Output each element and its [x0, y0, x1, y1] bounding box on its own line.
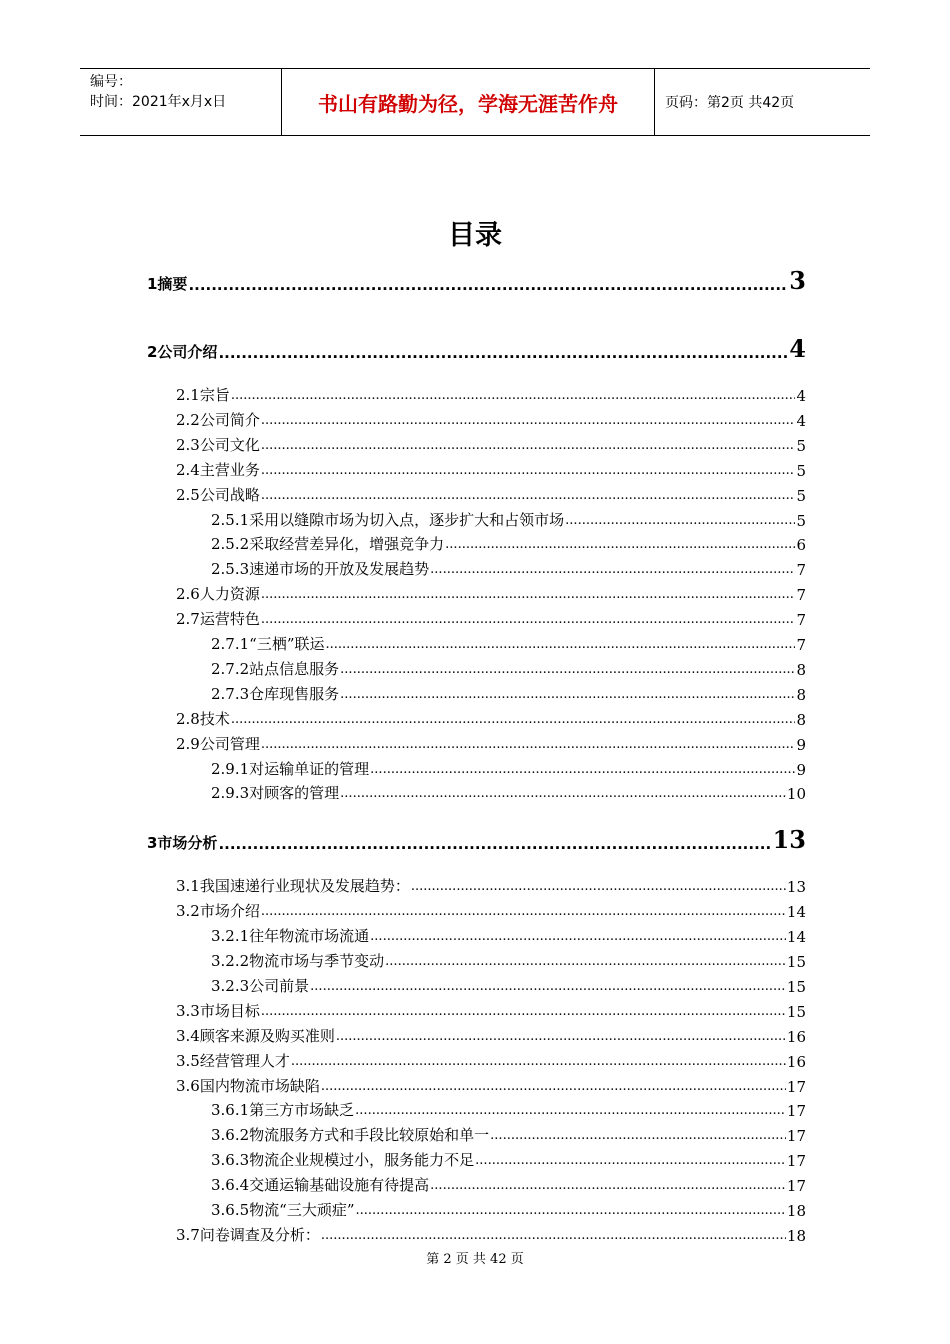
toc-dot-leader: [261, 437, 796, 455]
toc-entry-page: 4: [796, 387, 806, 405]
toc-entry[interactable]: [211, 1098, 806, 1120]
toc-entry[interactable]: [176, 483, 806, 505]
toc-entry-label: 3.6.1第三方市场缺乏: [211, 1101, 355, 1120]
toc-entry-label: 3.4顾客来源及购买准则: [176, 1026, 335, 1045]
toc-entry[interactable]: [147, 334, 806, 362]
toc-entry-page: 13: [772, 825, 806, 854]
toc-entry-page: 9: [796, 760, 806, 779]
toc-dot-leader: [218, 344, 788, 362]
toc-entry-page: 7: [796, 586, 806, 605]
toc-dot-leader: [261, 586, 796, 604]
toc-dot-leader: [188, 276, 788, 294]
toc-dot-leader: [385, 953, 786, 971]
toc-entry-page: 18: [786, 1202, 806, 1220]
toc-dot-leader: [261, 736, 796, 754]
toc-entry-label: 3.3市场目标: [176, 1001, 260, 1020]
toc-entry[interactable]: [211, 632, 806, 654]
toc-entry-label: 2.7.3仓库现售服务: [211, 684, 340, 703]
toc-entry-label: 2.4主营业务: [176, 460, 260, 479]
header-page-info: 页码：第2页 共42页: [665, 95, 795, 111]
toc-entry-page: 7: [796, 611, 806, 630]
toc-entry-page: 17: [786, 1152, 806, 1171]
toc-entry-label: 2.9.1对运输单证的管理: [211, 759, 370, 778]
toc-entry-label: 3.6.2物流服务方式和手段比较原始和单一: [211, 1126, 490, 1145]
toc-entry-label: 2.6人力资源: [176, 585, 260, 604]
toc-dot-leader: [475, 1152, 786, 1170]
toc-entry[interactable]: [176, 582, 806, 604]
toc-entry-page: 17: [786, 1077, 806, 1096]
toc-entry[interactable]: [176, 899, 806, 921]
toc-entry-label: 2.7.1“三栖”联运: [211, 635, 325, 653]
toc-dot-leader: [370, 761, 795, 779]
toc-entry[interactable]: [211, 1123, 806, 1145]
toc-dot-leader: [321, 1078, 786, 1096]
toc-entry-label: 2.5公司战略: [176, 485, 260, 504]
toc-entry[interactable]: [211, 557, 806, 579]
toc-entry-label: 3.1我国速递行业现状及发展趋势：: [176, 877, 410, 896]
toc-dot-leader: [291, 1053, 786, 1071]
toc-entry-label: 3.7问卷调查及分析：: [176, 1225, 320, 1244]
toc-entry-label: 2.5.3速递市场的开放及发展趋势: [211, 560, 430, 579]
toc-dot-leader: [218, 835, 771, 853]
toc-entry[interactable]: [211, 949, 806, 971]
toc-entry[interactable]: [176, 408, 806, 430]
header-motto: 书山有路勤为径，学海无涯苦作舟: [282, 69, 655, 135]
toc-dot-leader: [321, 1227, 786, 1245]
toc-dot-leader: [231, 711, 796, 729]
toc-entry-page: 14: [786, 903, 806, 922]
toc-entry[interactable]: [176, 1223, 806, 1245]
toc-dot-leader: [261, 903, 786, 921]
toc-entry-page: 5: [796, 486, 806, 505]
toc-entry[interactable]: [211, 757, 806, 779]
header-time-label: 时间：2021年x月x日: [90, 94, 227, 110]
toc-dot-leader: [261, 487, 796, 505]
toc-entry-page: 16: [786, 1027, 806, 1046]
toc-entry-label: 3.2.2物流市场与季节变动: [211, 952, 385, 970]
toc-entry[interactable]: [176, 458, 806, 480]
toc-entry-label: 3.2.3公司前景: [211, 976, 310, 995]
toc-entry-label: 3.5经营管理人才: [176, 1051, 290, 1070]
toc-entry[interactable]: [211, 781, 806, 803]
toc-dot-leader: [261, 462, 796, 480]
toc-entry[interactable]: [176, 607, 806, 629]
toc-entry[interactable]: [211, 508, 806, 530]
toc-entry-label: 2.5.1采用以缝隙市场为切入点，逐步扩大和占领市场: [211, 510, 565, 529]
toc-dot-leader: [340, 686, 795, 704]
toc-entry-page: 15: [786, 1002, 806, 1021]
toc-dot-leader: [340, 661, 795, 679]
toc-entry-label: 2.9公司管理: [176, 734, 260, 753]
toc-entry-label: 3市场分析: [147, 834, 218, 853]
toc-entry[interactable]: [211, 682, 806, 704]
toc-entry-page: 8: [796, 660, 806, 679]
toc-dot-leader: [310, 978, 786, 996]
toc-entry-page: 8: [796, 710, 806, 729]
toc-dot-leader: [565, 512, 795, 530]
toc-dot-leader: [231, 387, 796, 405]
toc-dot-leader: [261, 412, 796, 430]
toc-entry[interactable]: [211, 924, 806, 946]
toc-entry-page: 10: [786, 785, 806, 804]
toc-dot-leader: [261, 611, 796, 629]
toc-entry-page: 5: [796, 511, 806, 530]
toc-entry-page: 16: [786, 1052, 806, 1071]
toc-entry[interactable]: [176, 874, 806, 896]
toc-entry[interactable]: [176, 1074, 806, 1096]
toc-dot-leader: [340, 785, 786, 803]
toc-entry-label: 2.1宗旨: [176, 386, 230, 404]
toc-entry[interactable]: [211, 1198, 806, 1220]
toc-entry-page: 17: [786, 1127, 806, 1146]
page-title: 目录: [448, 220, 502, 251]
toc-entry[interactable]: [211, 1148, 806, 1170]
toc-entry-label: 2.8技术: [176, 709, 230, 728]
toc-entry-page: 13: [786, 878, 806, 897]
toc-entry[interactable]: [176, 732, 806, 754]
toc-dot-leader: [445, 536, 795, 554]
toc-entry-label: 2.7运营特色: [176, 610, 260, 629]
toc-entry[interactable]: [176, 707, 806, 729]
toc-dot-leader: [336, 1028, 786, 1046]
toc-entry-page: 15: [786, 977, 806, 996]
toc-entry-page: 18: [786, 1226, 806, 1245]
toc-entry-label: 2.2公司简介: [176, 410, 260, 429]
toc-entry[interactable]: [176, 433, 806, 455]
toc-entry-page: 6: [796, 536, 806, 555]
toc-dot-leader: [411, 878, 786, 896]
toc-entry-label: 2.9.3对顾客的管理: [211, 784, 340, 803]
toc-entry-page: 9: [796, 735, 806, 754]
toc-entry-label: 2公司介绍: [147, 343, 218, 361]
page-footer: 第 2 页 共 42 页: [426, 1252, 524, 1267]
toc-entry[interactable]: [211, 657, 806, 679]
toc-entry-label: 2.3公司文化: [176, 435, 260, 454]
toc-entry-page: 14: [786, 928, 806, 947]
toc-dot-leader: [490, 1127, 786, 1145]
toc-entry-page: 3: [789, 266, 806, 294]
toc-dot-leader: [326, 636, 796, 654]
toc-entry[interactable]: [147, 825, 806, 853]
toc-entry-page: 4: [796, 411, 806, 430]
toc-entry[interactable]: [211, 974, 806, 996]
header-number-label: 编号：: [90, 74, 132, 90]
toc-entry-label: 1摘要: [147, 275, 188, 293]
toc-entry-page: 15: [786, 953, 806, 971]
toc-entry-page: 17: [786, 1102, 806, 1121]
toc-dot-leader: [430, 561, 795, 579]
toc-entry-label: 3.6.4交通运输基础设施有待提高: [211, 1176, 430, 1195]
toc-dot-leader: [355, 1102, 786, 1120]
toc-entry-page: 4: [789, 334, 806, 362]
toc-entry-page: 5: [796, 461, 806, 480]
toc-entry-label: 2.7.2站点信息服务: [211, 659, 340, 678]
toc-entry-page: 7: [796, 636, 806, 654]
toc-dot-leader: [356, 1202, 786, 1220]
toc-entry[interactable]: [211, 532, 806, 554]
toc-entry-label: 3.6国内物流市场缺陷: [176, 1076, 320, 1095]
toc-dot-leader: [261, 1003, 786, 1021]
toc-entry-page: 17: [786, 1177, 806, 1196]
toc-entry[interactable]: [211, 1173, 806, 1195]
toc-entry-page: 7: [796, 561, 806, 580]
toc-entry[interactable]: [176, 1024, 806, 1046]
toc-entry[interactable]: [176, 383, 806, 405]
toc-entry-label: 3.2市场介绍: [176, 902, 260, 921]
toc-entry-label: 3.6.5物流“三大顽症”: [211, 1201, 355, 1219]
toc-entry-page: 5: [796, 436, 806, 455]
toc-entry[interactable]: [176, 1049, 806, 1071]
toc-dot-leader: [430, 1177, 786, 1195]
toc-dot-leader: [370, 928, 786, 946]
toc-entry[interactable]: [147, 266, 806, 294]
toc-entry-label: 2.5.2采取经营差异化，增强竞争力: [211, 535, 445, 554]
toc-entry[interactable]: [176, 999, 806, 1021]
toc-entry-label: 3.2.1往年物流市场流通: [211, 927, 370, 946]
toc-entry-label: 3.6.3物流企业规模过小，服务能力不足: [211, 1151, 475, 1170]
toc-entry-page: 8: [796, 685, 806, 704]
